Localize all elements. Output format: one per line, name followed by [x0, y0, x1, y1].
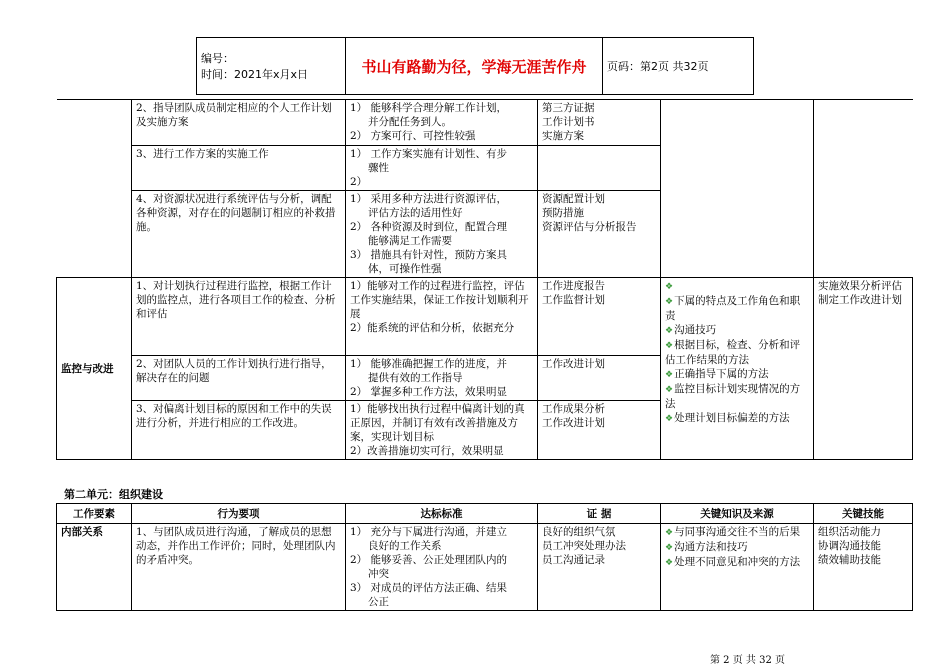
- std-cell: 1） 能够科学合理分解工作计划， 并分配任务到人。 2） 方案可行、可控性较强: [346, 100, 538, 146]
- table-row: [57, 278, 913, 356]
- std-cell: 1） 充分与下属进行沟通，并建立 良好的工作关系 2） 能够妥善、公正处理团队内的 冲突 3） 对成员的评估方法正确、结果 公正: [346, 524, 538, 611]
- diamond-bullet-icon: ❖: [665, 341, 674, 351]
- diamond-bullet-icon: ❖: [665, 370, 674, 380]
- motto: 书山有路勤为径，学海无涯苦作舟: [346, 38, 603, 95]
- unit-title: 第二单元：组织建设: [64, 488, 163, 501]
- knowledge-cell: ❖ ❖下属的特点及工作角色和职责 ❖沟通技巧 ❖根据目标，检查、分析和评估工作结果的方法 ❖正确指导下属的方法 ❖监控目标计划实现情况的方法 ❖处理计划目标偏差的方法: [661, 278, 814, 460]
- org-table: [56, 503, 913, 611]
- diamond-bullet-icon: ❖: [665, 558, 674, 568]
- element-cell: 内部关系: [57, 524, 132, 611]
- evidence-cell: 资源配置计划 预防措施 资源评估与分析报告: [538, 191, 661, 278]
- diamond-bullet-icon: ❖: [665, 297, 674, 307]
- evidence-cell: 工作改进计划: [538, 356, 661, 401]
- diamond-bullet-icon: ❖: [665, 385, 674, 395]
- diamond-bullet-icon: ❖: [665, 282, 674, 292]
- page-header: [196, 37, 754, 95]
- evidence-cell: 工作进度报告 工作监督计划: [538, 278, 661, 356]
- req-cell: 2、指导团队成员制定相应的个人工作计划及实施方案: [132, 100, 346, 146]
- diamond-bullet-icon: ❖: [665, 543, 674, 553]
- knowledge-cell-empty: [661, 100, 814, 278]
- req-cell: 4、对资源状况进行系统评估与分析，调配各种资源，对存在的问题制订相应的补救措施。: [132, 191, 346, 278]
- page-footer: 第 2 页 共 32 页: [710, 655, 785, 666]
- evidence-cell: 第三方证据 工作计划书 实施方案: [538, 100, 661, 146]
- evidence-cell: 良好的组织气氛 员工冲突处理办法 员工沟通记录: [538, 524, 661, 611]
- col-header: 关键知识及来源: [661, 504, 814, 524]
- col-header: 行为要项: [132, 504, 346, 524]
- element-cell-empty: [57, 100, 132, 278]
- skills-cell: 组织活动能力 协调沟通技能 绩效辅助技能: [814, 524, 913, 611]
- diamond-bullet-icon: ❖: [665, 528, 674, 538]
- std-cell: 1） 采用多种方法进行资源评估， 评估方法的适用性好 2） 各种资源及时到位，配置合理 能够满足工作需要 3） 措施具有针对性，预防方案具 体，可操作性强: [346, 191, 538, 278]
- col-header: 工作要素: [57, 504, 132, 524]
- evidence-cell: 工作成果分析 工作改进计划: [538, 401, 661, 460]
- req-cell: 2、对团队人员的工作计划执行进行指导，解决存在的问题: [132, 356, 346, 401]
- evidence-cell-empty: [538, 146, 661, 191]
- std-cell: 1） 能够准确把握工作的进度，并 提供有效的工作指导 2） 掌握多种工作方法，效果明显: [346, 356, 538, 401]
- req-cell: 3、进行工作方案的实施工作: [132, 146, 346, 191]
- req-cell: 1、与团队成员进行沟通，了解成员的思想动态，并作出工作评价；同时，处理团队内的矛盾冲突。: [132, 524, 346, 611]
- table-row: [57, 100, 913, 146]
- time-label: 时间：2021年x月x日: [201, 68, 309, 81]
- number-label: 编号：: [201, 52, 234, 65]
- plan-table: [56, 99, 913, 460]
- std-cell: 1）能够对工作的过程进行监控，评估工作实施结果，保证工作按计划顺利开展 2）能系统的评估和分析，依据充分: [346, 278, 538, 356]
- knowledge-cell: ❖与同事沟通交往不当的后果 ❖沟通方法和技巧 ❖处理不同意见和冲突的方法: [661, 524, 814, 611]
- table-header-row: [57, 504, 913, 524]
- req-cell: 1、对计划执行过程进行监控，根据工作计划的监控点，进行各项目工作的检查、分析和评估: [132, 278, 346, 356]
- std-cell: 1）能够找出执行过程中偏离计划的真正原因，并制订有效有改善措施及方案，实现计划目标 2）改善措施切实可行，效果明显: [346, 401, 538, 460]
- diamond-bullet-icon: ❖: [665, 326, 674, 336]
- col-header: 关键技能: [814, 504, 913, 524]
- skills-cell: 实施效果分析评估 制定工作改进计划: [814, 278, 913, 460]
- std-cell: 1） 工作方案实施有计划性、有步 骤性 2）: [346, 146, 538, 191]
- page-label: 页码：第2页 共32页: [603, 38, 754, 95]
- header-meta: [197, 38, 346, 95]
- req-cell: 3、对偏离计划目标的原因和工作中的失误进行分析，并进行相应的工作改进。: [132, 401, 346, 460]
- skills-cell-empty: [814, 100, 913, 278]
- col-header: 证 据: [538, 504, 661, 524]
- table-row: [57, 524, 913, 611]
- element-cell: 监控与改进: [57, 278, 132, 460]
- diamond-bullet-icon: ❖: [665, 414, 674, 424]
- col-header: 达标标准: [346, 504, 538, 524]
